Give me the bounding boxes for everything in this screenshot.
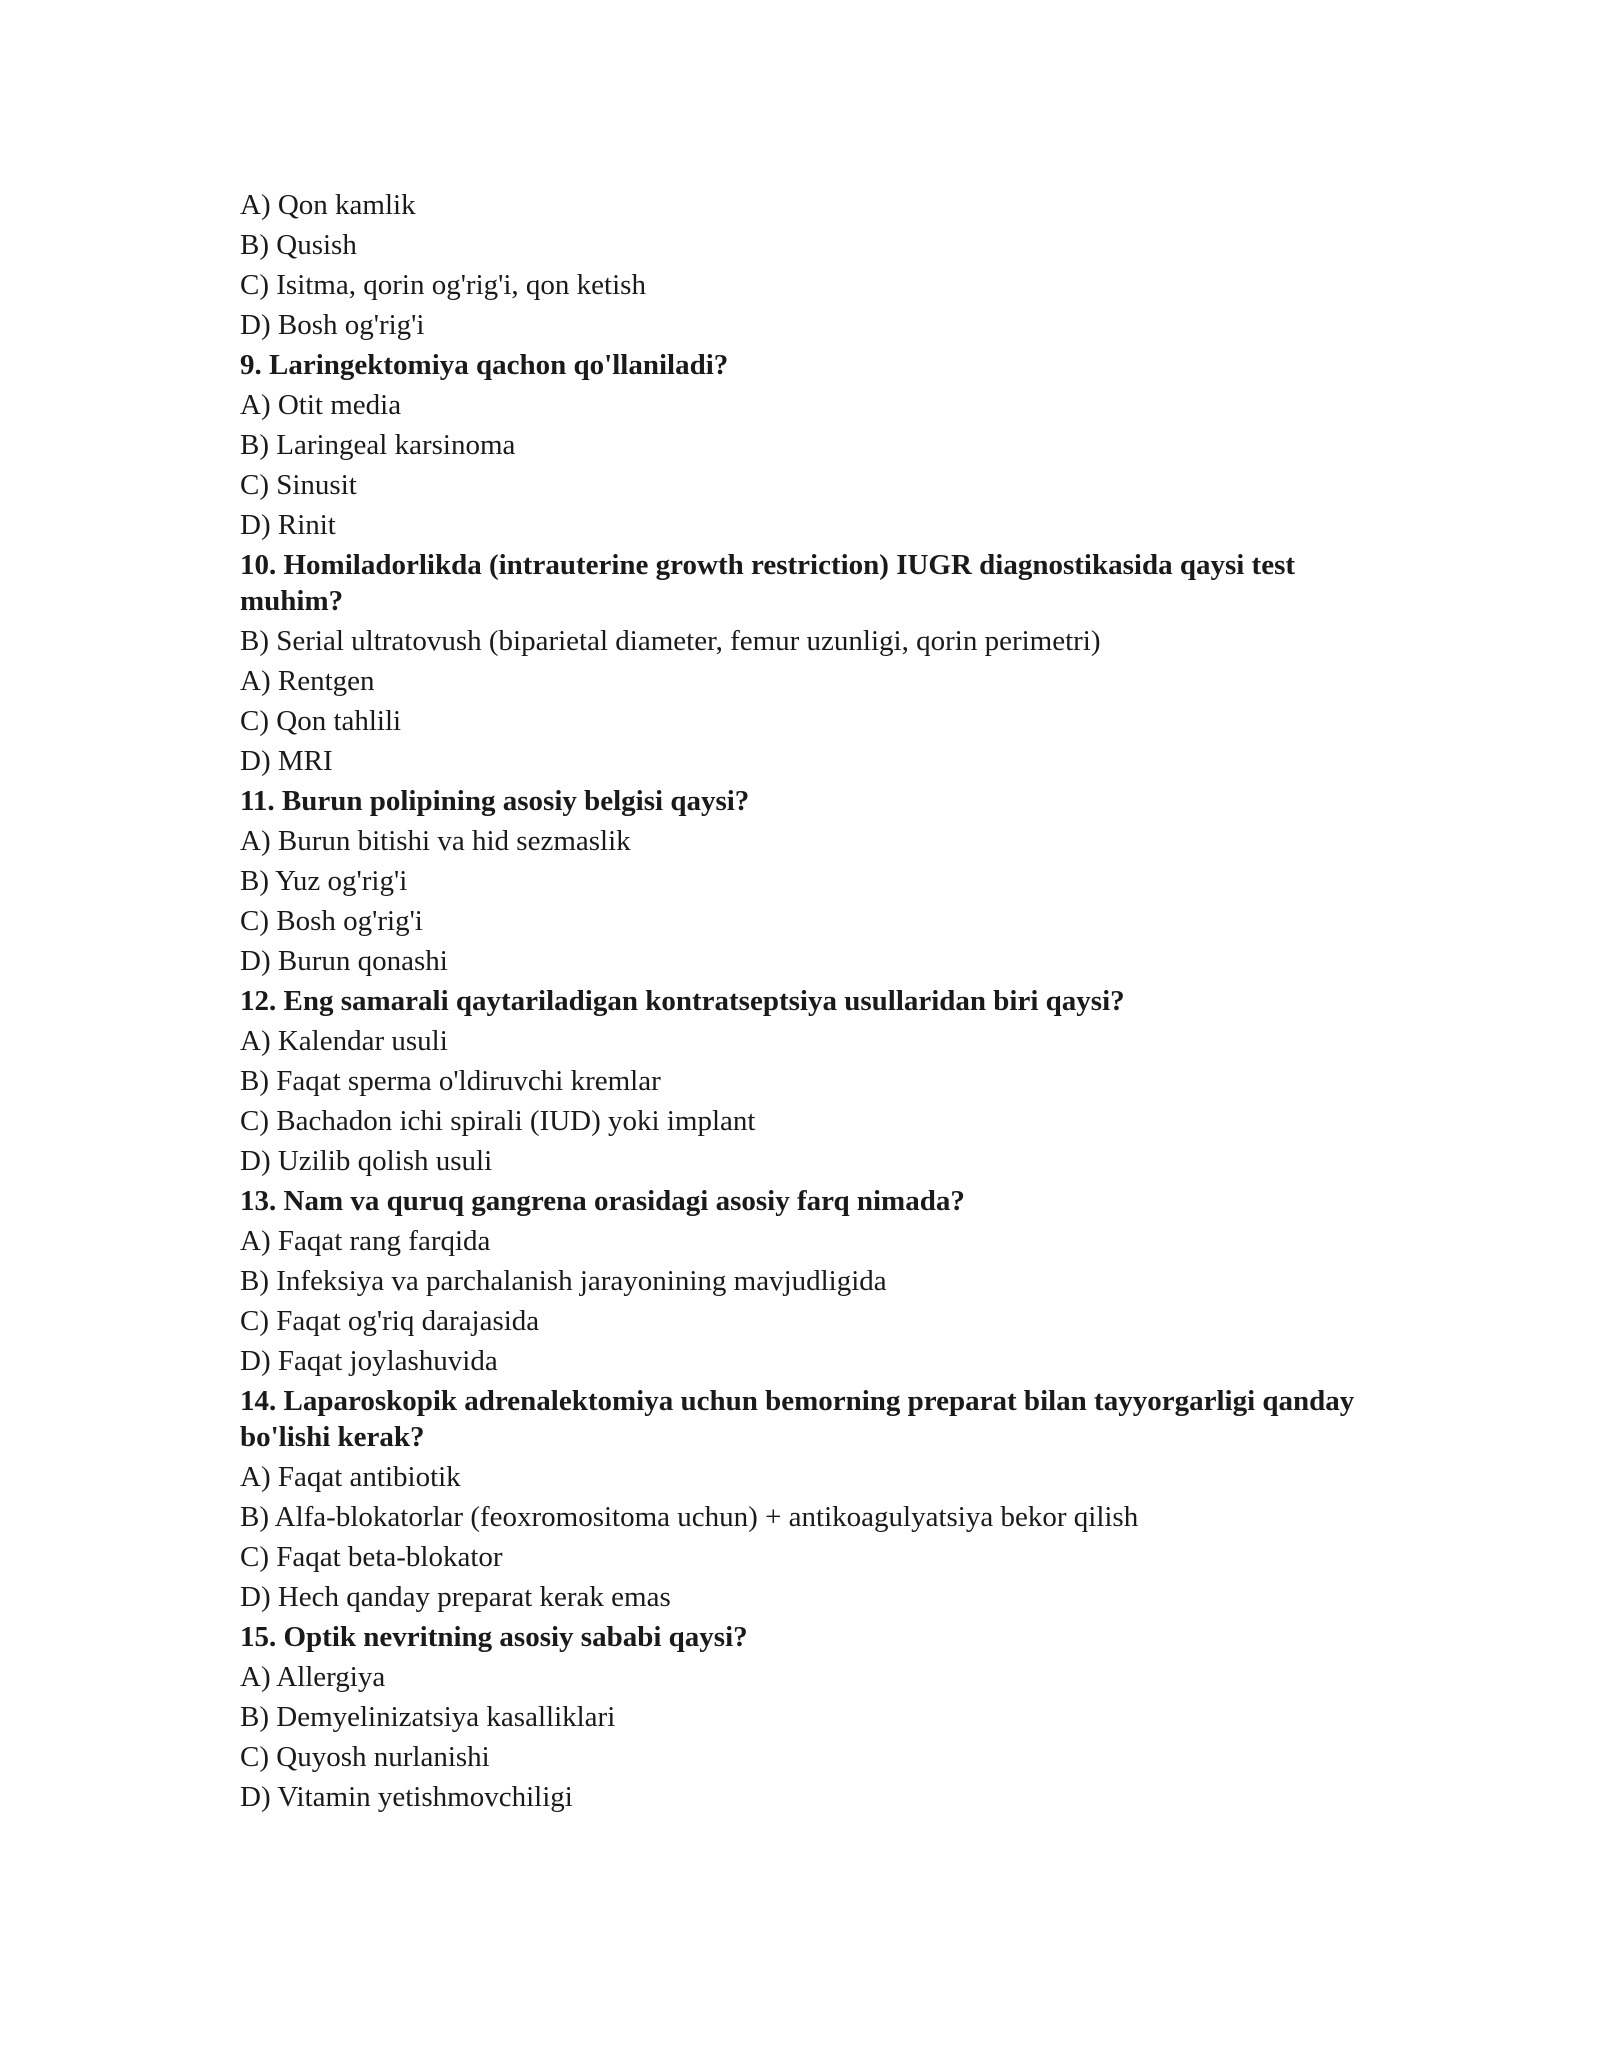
answer-option: D) Burun qonashi <box>240 945 448 977</box>
answer-option: B) Yuz og'rig'i <box>240 865 408 897</box>
answer-option: C) Isitma, qorin og'rig'i, qon ketish <box>240 269 646 301</box>
answer-option: B) Laringeal karsinoma <box>240 429 516 461</box>
answer-option: B) Qusish <box>240 229 357 261</box>
answer-option: B) Demyelinizatsiya kasalliklari <box>240 1701 616 1733</box>
answer-option: A) Qon kamlik <box>240 189 416 221</box>
question-text: 15. Optik nevritning asosiy sababi qaysi? <box>240 1621 748 1653</box>
question-text: 9. Laringektomiya qachon qo'llaniladi? <box>240 349 729 381</box>
answer-option: A) Burun bitishi va hid sezmaslik <box>240 825 631 857</box>
question-text: 10. Homiladorlikda (intrauterine growth restriction) IUGR diagnostikasida qaysi test muhim? <box>240 549 1296 617</box>
answer-option: C) Bosh og'rig'i <box>240 905 423 937</box>
answer-option: C) Sinusit <box>240 469 357 501</box>
answer-option: C) Faqat og'riq darajasida <box>240 1305 540 1337</box>
answer-option: C) Qon tahlili <box>240 705 402 737</box>
answer-option: A) Kalendar usuli <box>240 1025 448 1057</box>
answer-option: D) Hech qanday preparat kerak emas <box>240 1581 671 1613</box>
answer-option: B) Infeksiya va parchalanish jarayonining mavjudligida <box>240 1265 887 1297</box>
answer-option: A) Faqat rang farqida <box>240 1225 491 1257</box>
answer-option: D) Uzilib qolish usuli <box>240 1145 493 1177</box>
answer-option: C) Faqat beta-blokator <box>240 1541 503 1573</box>
answer-option: A) Allergiya <box>240 1661 386 1693</box>
answer-option: A) Otit media <box>240 389 402 421</box>
answer-option: A) Rentgen <box>240 665 375 697</box>
question-text: 13. Nam va quruq gangrena orasidagi asosiy farq nimada? <box>240 1185 965 1217</box>
document-page <box>240 185 1400 1817</box>
answer-option: D) Rinit <box>240 509 336 541</box>
answer-option: B) Faqat sperma o'ldiruvchi kremlar <box>240 1065 661 1097</box>
question-text: 12. Eng samarali qaytariladigan kontratseptsiya usullaridan biri qaysi? <box>240 985 1125 1017</box>
answer-option: D) MRI <box>240 745 333 777</box>
answer-option: D) Bosh og'rig'i <box>240 309 425 341</box>
answer-option: C) Bachadon ichi spirali (IUD) yoki implant <box>240 1105 756 1137</box>
answer-option: C) Quyosh nurlanishi <box>240 1741 490 1773</box>
answer-option: A) Faqat antibiotik <box>240 1461 461 1493</box>
question-text: 14. Laparoskopik adrenalektomiya uchun bemorning preparat bilan tayyorgarligi qanday bo'lishi kerak? <box>240 1385 1355 1453</box>
question-text: 11. Burun polipining asosiy belgisi qaysi? <box>240 785 750 817</box>
answer-option: B) Alfa-blokatorlar (feoxromositoma uchun) + antikoagulyatsiya bekor qilish <box>240 1501 1139 1533</box>
answer-option: D) Vitamin yetishmovchiligi <box>240 1781 573 1813</box>
answer-option: D) Faqat joylashuvida <box>240 1345 498 1377</box>
answer-option: B) Serial ultratovush (biparietal diameter, femur uzunligi, qorin perimetri) <box>240 625 1101 657</box>
